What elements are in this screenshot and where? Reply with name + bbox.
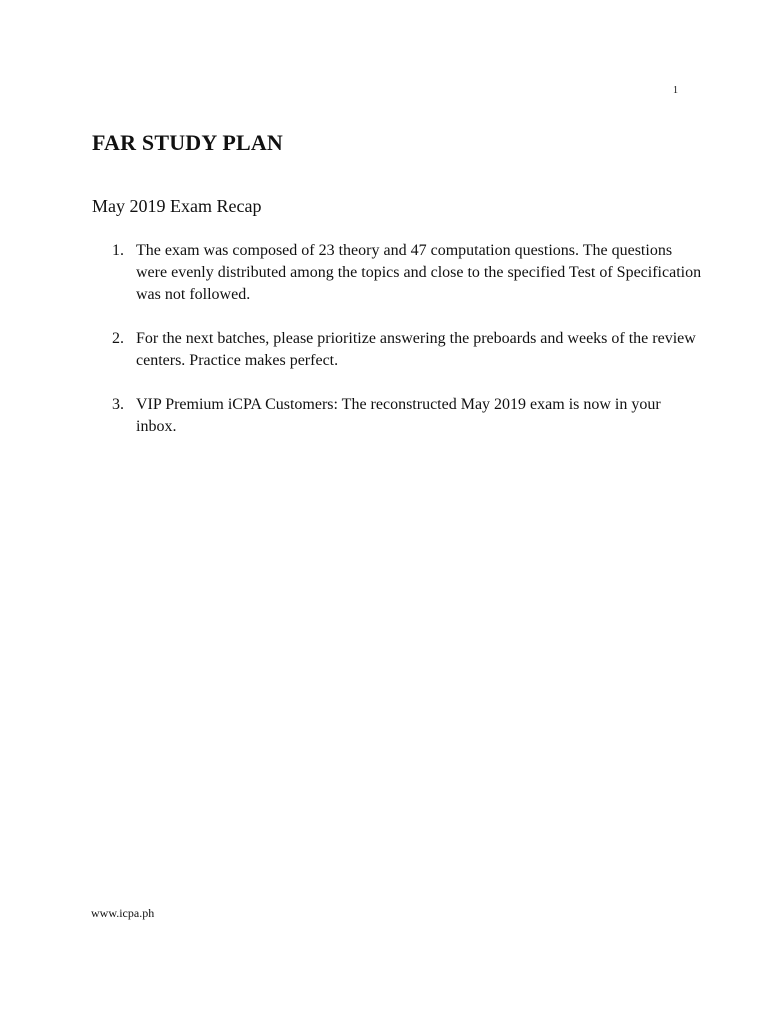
- list-item: [112, 394, 702, 438]
- list-item-text: For the next batches, please prioritize answering the preboards and weeks of the review centers. Practice makes perfect.: [136, 330, 696, 369]
- page-number: 1: [673, 85, 678, 96]
- list-item: [112, 240, 702, 306]
- section-heading: May 2019 Exam Recap: [92, 196, 262, 216]
- list-item-number: 3.: [112, 396, 124, 413]
- recap-list: [112, 240, 702, 460]
- footer-url: www.icpa.ph: [91, 906, 155, 920]
- list-item-text: The exam was composed of 23 theory and 47 computation questions. The questions were evenly distributed among the topics and close to the specified Test of Specification was not followed.: [136, 242, 702, 303]
- list-item-number: 2.: [112, 330, 124, 347]
- document-title: FAR STUDY PLAN: [92, 130, 284, 155]
- list-item: [112, 328, 702, 372]
- list-item-text: VIP Premium iCPA Customers: The reconstructed May 2019 exam is now in your inbox.: [136, 396, 661, 435]
- list-item-number: 1.: [112, 242, 124, 259]
